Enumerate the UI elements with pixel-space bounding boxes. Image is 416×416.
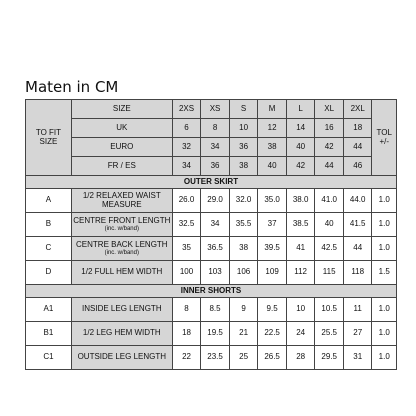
measurement-value: 109 (258, 261, 287, 285)
size-header-xs: XS (201, 100, 230, 119)
conversion-value: 10 (229, 119, 258, 138)
size-word-label: SIZE (39, 136, 58, 146)
measurement-name: CENTRE FRONT LENGTH (73, 216, 171, 226)
measurement-name: CENTRE BACK LENGTH (76, 240, 168, 250)
measurement-value: 38 (229, 237, 258, 261)
measurement-value: 9.5 (258, 298, 287, 322)
measurement-value: 18 (172, 322, 201, 346)
tolerance-value: 1.0 (372, 346, 397, 370)
conversion-value: 38 (258, 138, 287, 157)
conversion-value: 44 (343, 138, 372, 157)
conversion-value: 6 (172, 119, 201, 138)
tolerance-value: 1.0 (372, 298, 397, 322)
measurement-name: INSIDE LEG LENGTH (82, 304, 162, 314)
measurement-code: B (26, 213, 72, 237)
measurement-code: C1 (26, 346, 72, 370)
measurement-description (71, 189, 172, 213)
tolerance-label (372, 100, 397, 176)
measurement-name: 1/2 LEG HEM WIDTH (82, 328, 161, 338)
measurement-value: 26.0 (172, 189, 201, 213)
size-chart-table (25, 99, 397, 370)
conversion-value: 34 (172, 157, 201, 176)
conversion-row (26, 157, 397, 176)
size-header-m: M (258, 100, 287, 119)
conversion-row (26, 119, 397, 138)
size-header-s: S (229, 100, 258, 119)
size-header-xl: XL (315, 100, 344, 119)
measurement-value: 11 (343, 298, 372, 322)
tolerance-value: 1.0 (372, 213, 397, 237)
conversion-value: 18 (343, 119, 372, 138)
conversion-label: FR / ES (71, 157, 172, 176)
measurement-name: 1/2 RELAXED WAIST MEASURE (82, 191, 161, 209)
measurement-value: 32.5 (172, 213, 201, 237)
measurement-value: 100 (172, 261, 201, 285)
conversion-value: 34 (201, 138, 230, 157)
measurement-row (26, 213, 397, 237)
conversion-value: 16 (315, 119, 344, 138)
tol-plus-minus: +/- (379, 136, 390, 146)
section-header-row (26, 285, 397, 298)
measurement-value: 8 (172, 298, 201, 322)
measurement-value: 103 (201, 261, 230, 285)
measurement-name: OUTSIDE LEG LENGTH (77, 352, 167, 362)
size-chart-body (26, 100, 397, 370)
measurement-value: 19.5 (201, 322, 230, 346)
measurement-value: 24 (286, 322, 315, 346)
size-header-2xl: 2XL (343, 100, 372, 119)
measurement-value: 29.0 (201, 189, 230, 213)
to-fit-label: TO FIT (35, 128, 62, 138)
measurement-description (71, 346, 172, 370)
measurement-value: 22 (172, 346, 201, 370)
measurement-note: (inc. w/band) (104, 225, 139, 232)
size-header-row (26, 100, 397, 119)
measurement-value: 25 (229, 346, 258, 370)
measurement-row (26, 189, 397, 213)
measurement-code: C (26, 237, 72, 261)
measurement-row (26, 346, 397, 370)
measurement-value: 37 (258, 213, 287, 237)
measurement-value: 23.5 (201, 346, 230, 370)
measurement-row (26, 237, 397, 261)
size-label: SIZE (71, 100, 172, 119)
section-header-row (26, 176, 397, 189)
section-title: OUTER SKIRT (26, 176, 397, 189)
measurement-value: 39.5 (258, 237, 287, 261)
page-title: Maten in CM (25, 78, 119, 96)
measurement-value: 112 (286, 261, 315, 285)
measurement-code: B1 (26, 322, 72, 346)
measurement-value: 41.5 (343, 213, 372, 237)
size-header-2xs: 2XS (172, 100, 201, 119)
measurement-value: 38.0 (286, 189, 315, 213)
measurement-value: 26.5 (258, 346, 287, 370)
measurement-value: 44.0 (343, 189, 372, 213)
measurement-value: 31 (343, 346, 372, 370)
measurement-value: 34 (201, 213, 230, 237)
size-header-l: L (286, 100, 315, 119)
measurement-value: 35.0 (258, 189, 287, 213)
tolerance-value: 1.0 (372, 237, 397, 261)
conversion-value: 36 (229, 138, 258, 157)
measurement-value: 35.5 (229, 213, 258, 237)
measurement-value: 27 (343, 322, 372, 346)
conversion-value: 44 (315, 157, 344, 176)
measurement-description (71, 213, 172, 237)
conversion-value: 40 (286, 138, 315, 157)
conversion-value: 46 (343, 157, 372, 176)
measurement-value: 9 (229, 298, 258, 322)
measurement-value: 38.5 (286, 213, 315, 237)
measurement-value: 29.5 (315, 346, 344, 370)
conversion-value: 12 (258, 119, 287, 138)
measurement-name: 1/2 FULL HEM WIDTH (81, 267, 163, 277)
measurement-value: 36.5 (201, 237, 230, 261)
conversion-label: EURO (71, 138, 172, 157)
conversion-value: 32 (172, 138, 201, 157)
measurement-value: 44 (343, 237, 372, 261)
measurement-value: 28 (286, 346, 315, 370)
conversion-row (26, 138, 397, 157)
measurement-description (71, 298, 172, 322)
conversion-value: 36 (201, 157, 230, 176)
measurement-value: 35 (172, 237, 201, 261)
conversion-value: 42 (286, 157, 315, 176)
tolerance-value: 1.0 (372, 189, 397, 213)
measurement-value: 10 (286, 298, 315, 322)
measurement-value: 42.5 (315, 237, 344, 261)
measurement-description (71, 322, 172, 346)
conversion-value: 42 (315, 138, 344, 157)
measurement-value: 21 (229, 322, 258, 346)
measurement-value: 41 (286, 237, 315, 261)
section-title: INNER SHORTS (26, 285, 397, 298)
measurement-value: 115 (315, 261, 344, 285)
conversion-label: UK (71, 119, 172, 138)
measurement-value: 106 (229, 261, 258, 285)
measurement-code: A (26, 189, 72, 213)
measurement-value: 32.0 (229, 189, 258, 213)
measurement-value: 41.0 (315, 189, 344, 213)
conversion-value: 14 (286, 119, 315, 138)
measurement-value: 8.5 (201, 298, 230, 322)
to-fit-size-label (26, 100, 72, 176)
tol-label: TOL (376, 128, 392, 138)
measurement-value: 10.5 (315, 298, 344, 322)
conversion-value: 8 (201, 119, 230, 138)
tolerance-value: 1.5 (372, 261, 397, 285)
measurement-description (71, 261, 172, 285)
measurement-code: A1 (26, 298, 72, 322)
conversion-value: 38 (229, 157, 258, 176)
measurement-row (26, 322, 397, 346)
measurement-code: D (26, 261, 72, 285)
measurement-row (26, 298, 397, 322)
conversion-value: 40 (258, 157, 287, 176)
measurement-value: 40 (315, 213, 344, 237)
measurement-value: 118 (343, 261, 372, 285)
tolerance-value: 1.0 (372, 322, 397, 346)
measurement-row (26, 261, 397, 285)
measurement-value: 25.5 (315, 322, 344, 346)
measurement-value: 22.5 (258, 322, 287, 346)
measurement-description (71, 237, 172, 261)
measurement-note: (inc. w/band) (104, 249, 139, 256)
